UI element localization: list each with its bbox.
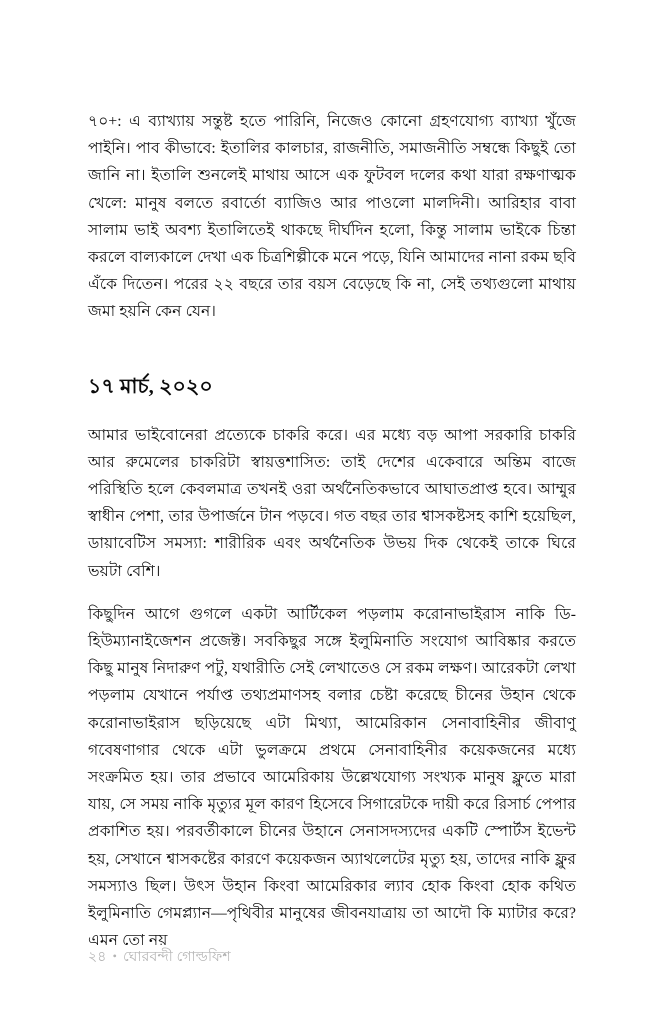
page-number: ২৪ bbox=[88, 950, 107, 965]
paragraph-article-conspiracy: কিছুদিন আগে গুগলে একটা আর্টিকেল পড়লাম করোনাভাইরাস নাকি ডি-হিউম্যানাইজেশন প্রজেক্ট। সবকিছুর সঙ্গে ইলুমিনাতি সংযোগ আবিষ্কার করতে কিছু মানুষ নিদারুণ পটু, যথারীতি সেই লেখাতেও সে রকম লক্ষণ। আরেকটা লেখা পড়লাম যেখানে পর্যাপ্ত তথ্যপ্রমাণসহ বলার চেষ্টা করেছে চীনের উহান থেকে করোনাভাইরাস ছড়িয়েছে এটা মিথ্যা, আমেরিকান সেনাবাহিনীর জীবাণু গবেষণাগার থেকে এটা ভুলক্রমে প্রথমে সেনাবাহিনীর কয়েকজনের মধ্যে সংক্রমিত হয়। তার প্রভাবে আমেরিকায় উল্লেখযোগ্য সংখ্যক মানুষ ফ্লুতে মারা যায়, সে সময় নাকি মৃত্যুর মূল কারণ হিসেবে সিগারেটকে দায়ী করে রিসার্চ পেপার প্রকাশিত হয়। পরবর্তীকালে চীনের উহানে সেনাসদস্যদের একটি স্পোর্টস ইভেন্ট হয়, সেখানে শ্বাসকষ্টের কারণে কয়েকজন অ্যাথলেটের মৃত্যু হয়, তাদের নাকি ফ্লুর সমস্যাও ছিল। উৎস উহান কিংবা আমেরিকার ল্যাব হোক কিংবা হোক কথিত ইলুমিনাতি গেমপ্ল্যান—পৃথিবীর মানুষের জীবনযাত্রায় তা আদৌ কি ম্যাটার করে? এমন তো নয় bbox=[88, 605, 576, 950]
paragraph-family-jobs: আমার ভাইবোনেরা প্রত্যেকে চাকরি করে। এর মধ্যে বড় আপা সরকারি চাকরি আর রুমেলের চাকরিটা স্বায়ত্তশাসিত: তাই দেশের একেবারে অন্তিম বাজে পরিস্থিতি হলে কেবলমাত্র তখনই ওরা অর্থনৈতিকভাবে আঘাতপ্রাপ্ত হবে। আম্মুর স্বাধীন পেশা, তার উপার্জনে টান পড়বে। গত বছর তার শ্বাসকষ্টসহ কাশি হয়েছিল, ডায়াবেটিস সমস্যা: শারীরিক এবং অর্থনৈতিক উভয় দিক থেকেই তাকে ঘিরে ভয়টা বেশি। bbox=[88, 426, 576, 580]
bullet-separator-icon: • bbox=[112, 949, 117, 963]
page-content bbox=[88, 108, 576, 954]
paragraph-continuation: ৭০+: এ ব্যাখ্যায় সন্তুষ্ট হতে পারিনি, নিজেও কোনো গ্রহণযোগ্য ব্যাখ্যা খুঁজে পাইনি। পাব কীভাবে: ইতালির কালচার, রাজনীতি, সমাজনীতি সম্বন্ধে কিছুই তো জানি না। ইতালি শুনলেই মাথায় আসে এক ফুটবল দলের কথা যারা রক্ষণাত্মক খেলে: মানুষ বলতে রবার্তো ব্যাজিও আর পাওলো মালদিনী। আরিহার বাবা সালাম ভাই অবশ্য ইতালিতেই থাকছে দীর্ঘদিন হলো, কিন্তু সালাম ভাইকে চিন্তা করলে বাল্যকালে দেখা এক চিত্রশিল্পীকে মনে পড়ে, যিনি আমাদের নানা রকম ছবি এঁকে দিতেন। পরের ২২ বছরে তার বয়স বেড়েছে কি না, সেই তথ্যগুলো মাথায় জমা হয়নি কেন যেন। bbox=[88, 113, 576, 321]
diary-date-heading: ১৭ মার্চ, ২০২০ bbox=[88, 375, 213, 398]
section-heading-block bbox=[88, 374, 576, 400]
page-footer bbox=[88, 947, 576, 968]
book-title-footer: ঘোরবন্দী গোল্ডফিশ bbox=[123, 950, 231, 965]
